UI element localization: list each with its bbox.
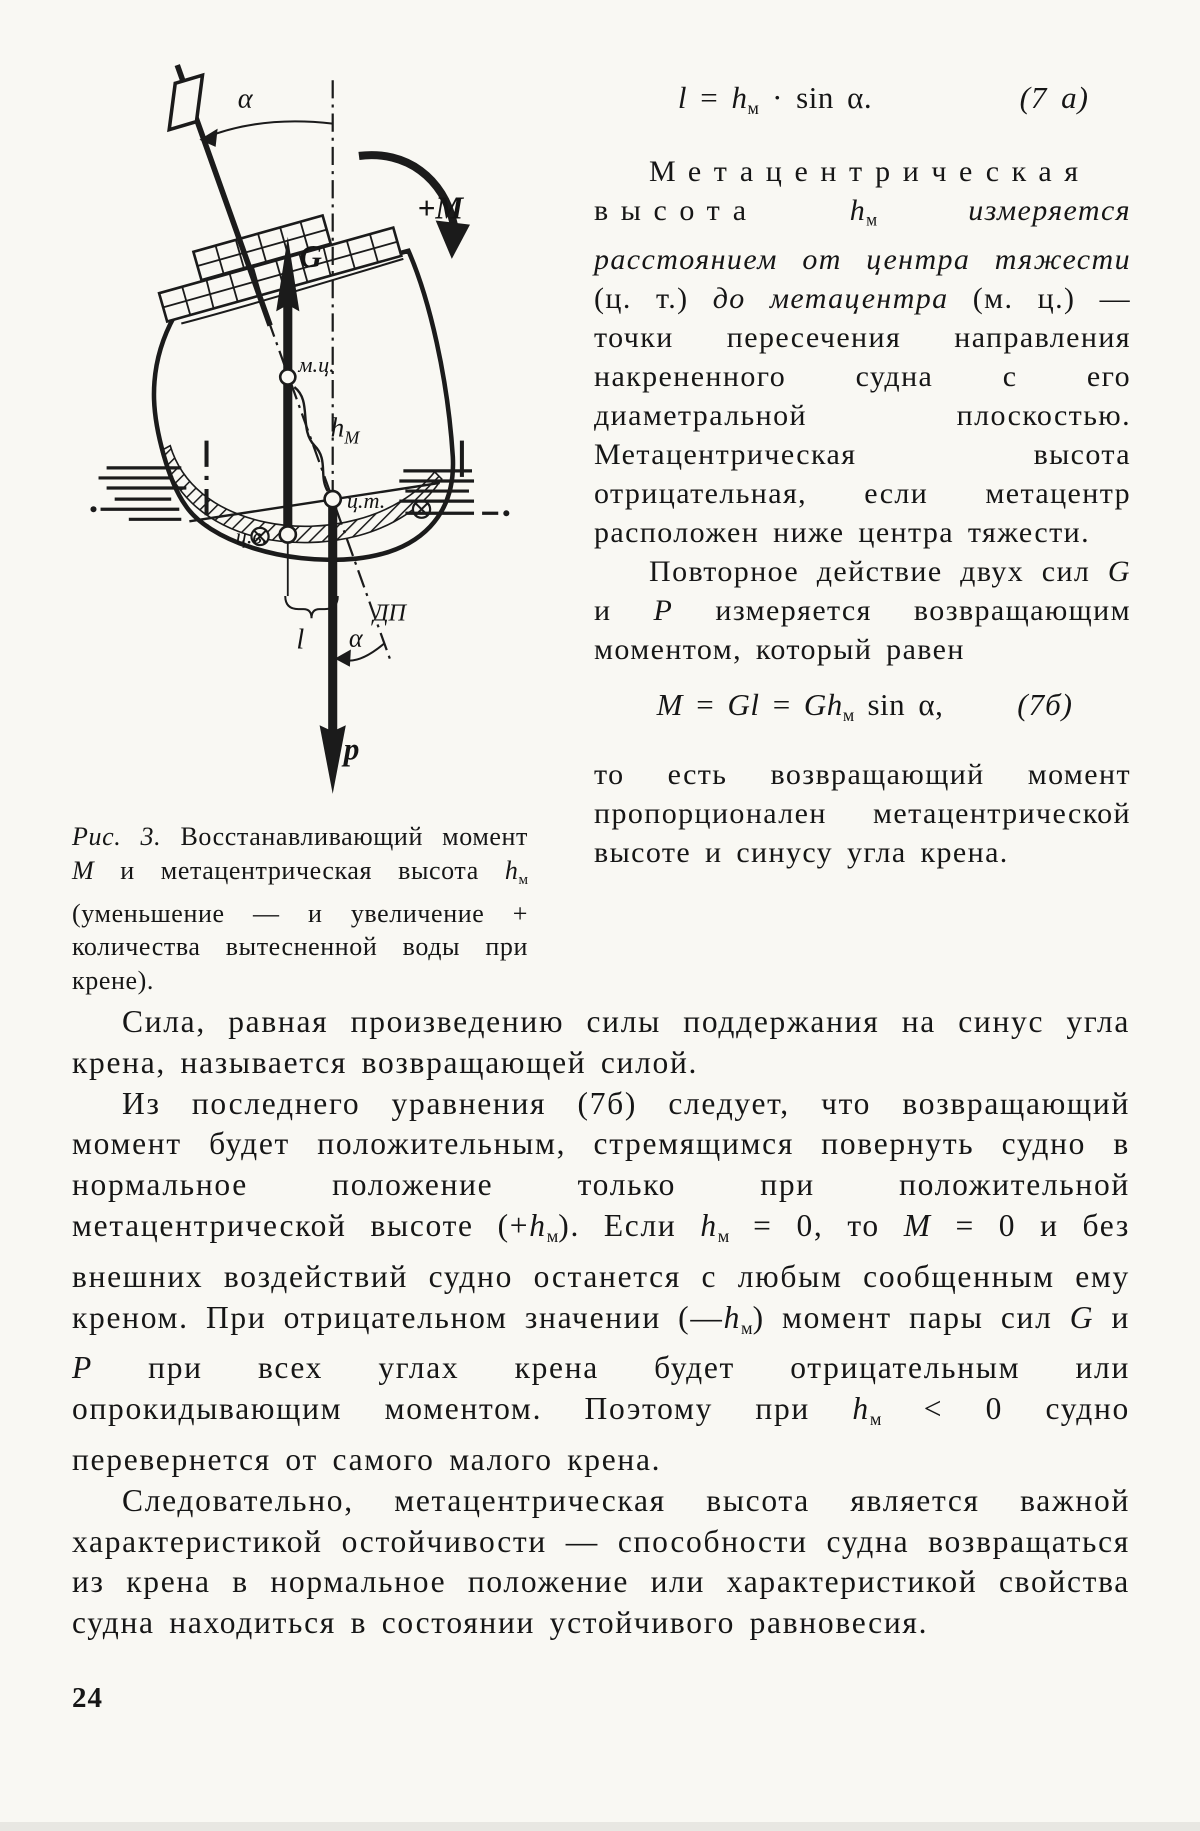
buoyancy-center-point bbox=[280, 526, 296, 542]
text-run: Повторное действие двух сил bbox=[649, 554, 1108, 588]
text-run: (уменьшение — и увеличение + количества вытесненной воды при крене). bbox=[72, 898, 528, 995]
text-run: Следовательно, метацентрическая высота является важной характеристикой остойчивости — способности судна возвращаться из крена в нормальное положение или характеристикой свойства судна находиться в состоянии устойчивого равновесия. bbox=[72, 1482, 1130, 1641]
text-run: Рис. 3. bbox=[72, 822, 162, 851]
page-bottom-edge bbox=[0, 1822, 1200, 1831]
text-run: м bbox=[869, 1409, 882, 1430]
formula-7b-body bbox=[656, 686, 944, 725]
gravity-center-point bbox=[325, 491, 341, 507]
text-run: ) момент пары сил bbox=[752, 1299, 1070, 1335]
text-run: измеряется расстоянием от центра тяжести bbox=[594, 193, 1132, 276]
text-run: Из последнего уравнения (7б) следует, что возвращающий момент будет положительным, стремящимся повернуть судно в нормальное положение только при положительной метацентрической высоте (+ bbox=[72, 1085, 1130, 1243]
text-run: · sin α. bbox=[758, 80, 873, 115]
text-run: = bbox=[687, 80, 732, 115]
text-run: м bbox=[747, 97, 759, 118]
text-run: h bbox=[849, 193, 867, 227]
text-run: Восстанавливающий момент bbox=[161, 822, 528, 851]
metacenter-point bbox=[280, 369, 295, 384]
metacentric-height-label: $h_М$ bbox=[330, 412, 360, 448]
text-run: G bbox=[1107, 554, 1131, 588]
ship-stability-figure bbox=[88, 55, 533, 807]
text-run: м bbox=[866, 209, 878, 230]
formula-7a-body bbox=[677, 80, 873, 118]
metacentric-height-brace bbox=[294, 387, 327, 491]
text-run: = bbox=[682, 686, 728, 722]
page-number: 24 bbox=[72, 1682, 103, 1714]
text-run: P bbox=[72, 1350, 93, 1386]
text-run: = 0 и без внешних воздействий судно останется с любым сообщенным ему креном. При отрицательном значении (— bbox=[72, 1207, 1130, 1335]
flag bbox=[169, 75, 202, 130]
text-run: l bbox=[677, 80, 687, 115]
text-run: ). Если bbox=[558, 1207, 701, 1243]
text-run: М bbox=[72, 855, 95, 885]
text-run: м bbox=[842, 704, 855, 725]
figure-caption bbox=[72, 820, 528, 997]
diametral-plane-label: ДП bbox=[373, 599, 406, 627]
text-run: G bbox=[1069, 1299, 1095, 1335]
text-run: Gh bbox=[803, 686, 843, 722]
text-run: м bbox=[741, 1317, 753, 1338]
center-gravity-label: ц.т. bbox=[346, 488, 386, 514]
text-run: (ц. т.) bbox=[594, 281, 713, 315]
paragraph-restoring-force bbox=[72, 1002, 1130, 1084]
text-run: и bbox=[1094, 1299, 1130, 1335]
text-run: P bbox=[653, 593, 674, 627]
weight-arrow bbox=[320, 499, 346, 794]
text-run: M bbox=[656, 686, 683, 722]
text-run: h bbox=[529, 1207, 547, 1243]
text-run: h bbox=[723, 1299, 742, 1335]
text-run: до метацентра bbox=[712, 281, 949, 315]
text-run: h bbox=[731, 80, 748, 115]
text-run bbox=[877, 194, 968, 227]
lever-label: l bbox=[296, 624, 305, 656]
center-buoyancy-label: ц.в. bbox=[235, 523, 268, 549]
moment-label: +M bbox=[417, 190, 464, 226]
formula-7a bbox=[594, 78, 1131, 128]
text-run: sin α, bbox=[854, 686, 944, 722]
text-run: то есть возвращающий момент пропорционален метацентрической высоте и синусу угла крена. bbox=[594, 757, 1131, 869]
heel-angle-top-label: α bbox=[237, 83, 253, 115]
text-run: = bbox=[759, 686, 804, 722]
text-run: = 0, то bbox=[729, 1207, 904, 1243]
text-run: измеряется возвращающим моментом, который равен bbox=[594, 593, 1131, 666]
text-run bbox=[759, 194, 850, 227]
paragraph-positive-moment bbox=[72, 1084, 1130, 1481]
text-run: м bbox=[717, 1226, 730, 1246]
text-run: м bbox=[518, 871, 528, 888]
formula-7b-number: (7б) bbox=[1017, 686, 1073, 722]
metacenter-label: м.ц. bbox=[298, 351, 335, 377]
text-run: Gl bbox=[727, 686, 760, 722]
g-force-label: G bbox=[299, 238, 322, 274]
p-force-label: p bbox=[343, 731, 360, 767]
right-column bbox=[594, 78, 1131, 872]
heel-angle-bottom-label: α bbox=[348, 623, 363, 653]
paragraph-metacentric-definition bbox=[594, 152, 1131, 552]
text-run: и bbox=[594, 593, 654, 627]
submerged-hatching bbox=[161, 446, 442, 545]
paragraph-proportionality bbox=[594, 755, 1131, 872]
text-run: при всех углах крена будет отрицательным или опрокидывающим моментом. Поэтому при bbox=[72, 1350, 1130, 1427]
paragraph-conclusion bbox=[72, 1481, 1130, 1644]
immersed-wedge-mark bbox=[413, 501, 430, 518]
text-run: и метацентрическая высота bbox=[94, 855, 505, 885]
heel-angle-arc-top bbox=[199, 121, 332, 146]
text-run: < 0 судно перевернется от самого малого крена. bbox=[72, 1391, 1130, 1478]
formula-7b bbox=[594, 685, 1131, 735]
text-run: м bbox=[546, 1226, 559, 1246]
text-run: h bbox=[852, 1391, 870, 1427]
text-run: Сила, равная произведению силы поддержания на синус угла крена, называется возвращающей силой. bbox=[72, 1004, 1130, 1080]
text-run: h bbox=[700, 1207, 718, 1243]
text-run: h bbox=[504, 855, 519, 885]
text-run: (м. ц.) — точки пересечения направления накрененного судна с его диаметральной плоскостью. Метацентрическая высота отрицательная, если метацентр расположен ниже центра тяжести. bbox=[594, 281, 1131, 549]
text-run: Метацентрическая высота bbox=[594, 154, 1091, 227]
paragraph-restoring-moment bbox=[594, 552, 1131, 669]
text-run: M bbox=[903, 1207, 932, 1243]
formula-7a-number: (7 а) bbox=[1019, 80, 1089, 115]
main-text bbox=[72, 1002, 1130, 1644]
